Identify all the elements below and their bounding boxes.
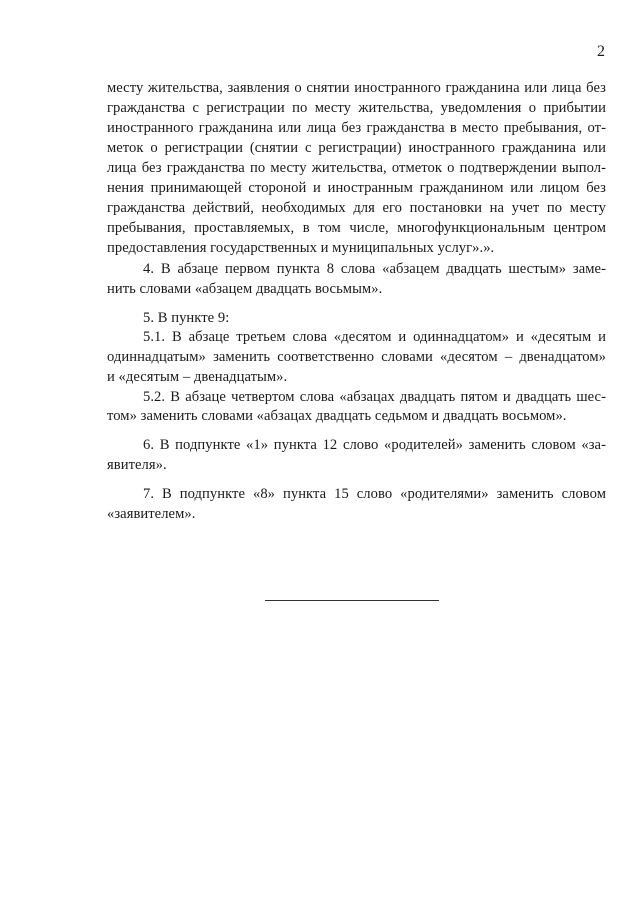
text-line: лица без гражданства по месту жительства, отметок о подтверждении выпол- — [107, 160, 606, 176]
text-line: 4. В абзаце первом пункта 8 слова «абзацем двадцать шестым» заме- — [143, 261, 606, 277]
text-line: явителя». — [107, 457, 167, 473]
text-line: «заявителем». — [107, 506, 196, 522]
text-line: нить словами «абзацем двадцать восьмым». — [107, 281, 383, 297]
text-line: месту жительства, заявления о снятии иностранного гражданина или лица без — [107, 80, 606, 96]
text-line: гражданства действий, необходимых для его постановки на учет по месту — [107, 200, 606, 216]
text-line: нения принимающей стороной и иностранным гражданином или лицом без — [107, 180, 606, 196]
text-line: том» заменить словами «абзацах двадцать седьмом и двадцать восьмом». — [107, 408, 567, 424]
text-line: гражданства с регистрации по месту жительства, уведомления о прибытии — [107, 100, 606, 116]
page-number: 2 — [597, 43, 605, 60]
text-line: меток о регистрации (снятии с регистрации) иностранного гражданина или — [107, 140, 606, 156]
text-line: 7. В подпункте «8» пункта 15 слово «родителями» заменить словом — [143, 486, 606, 502]
text-line: 6. В подпункте «1» пункта 12 слово «родителей» заменить словом «за- — [143, 437, 606, 453]
text-line: 5.2. В абзаце четвертом слова «абзацах двадцать пятом и двадцать шес- — [143, 389, 606, 405]
text-line: 5. В пункте 9: — [143, 310, 230, 326]
end-divider-line — [265, 600, 439, 601]
text-line: предоставления государственных и муниципальных услуг».». — [107, 240, 495, 256]
text-line: 5.1. В абзаце третьем слова «десятом и одиннадцатом» и «десятым и — [143, 329, 606, 345]
text-line: одиннадцатым» заменить соответственно словами «десятом – двенадцатом» — [107, 349, 606, 365]
text-line: иностранного гражданина или лица без гражданства в место пребывания, от- — [107, 120, 606, 136]
text-line: и «десятым – двенадцатым». — [107, 369, 288, 385]
text-line: пребывания, проставляемых, в том числе, многофункциональным центром — [107, 220, 606, 236]
